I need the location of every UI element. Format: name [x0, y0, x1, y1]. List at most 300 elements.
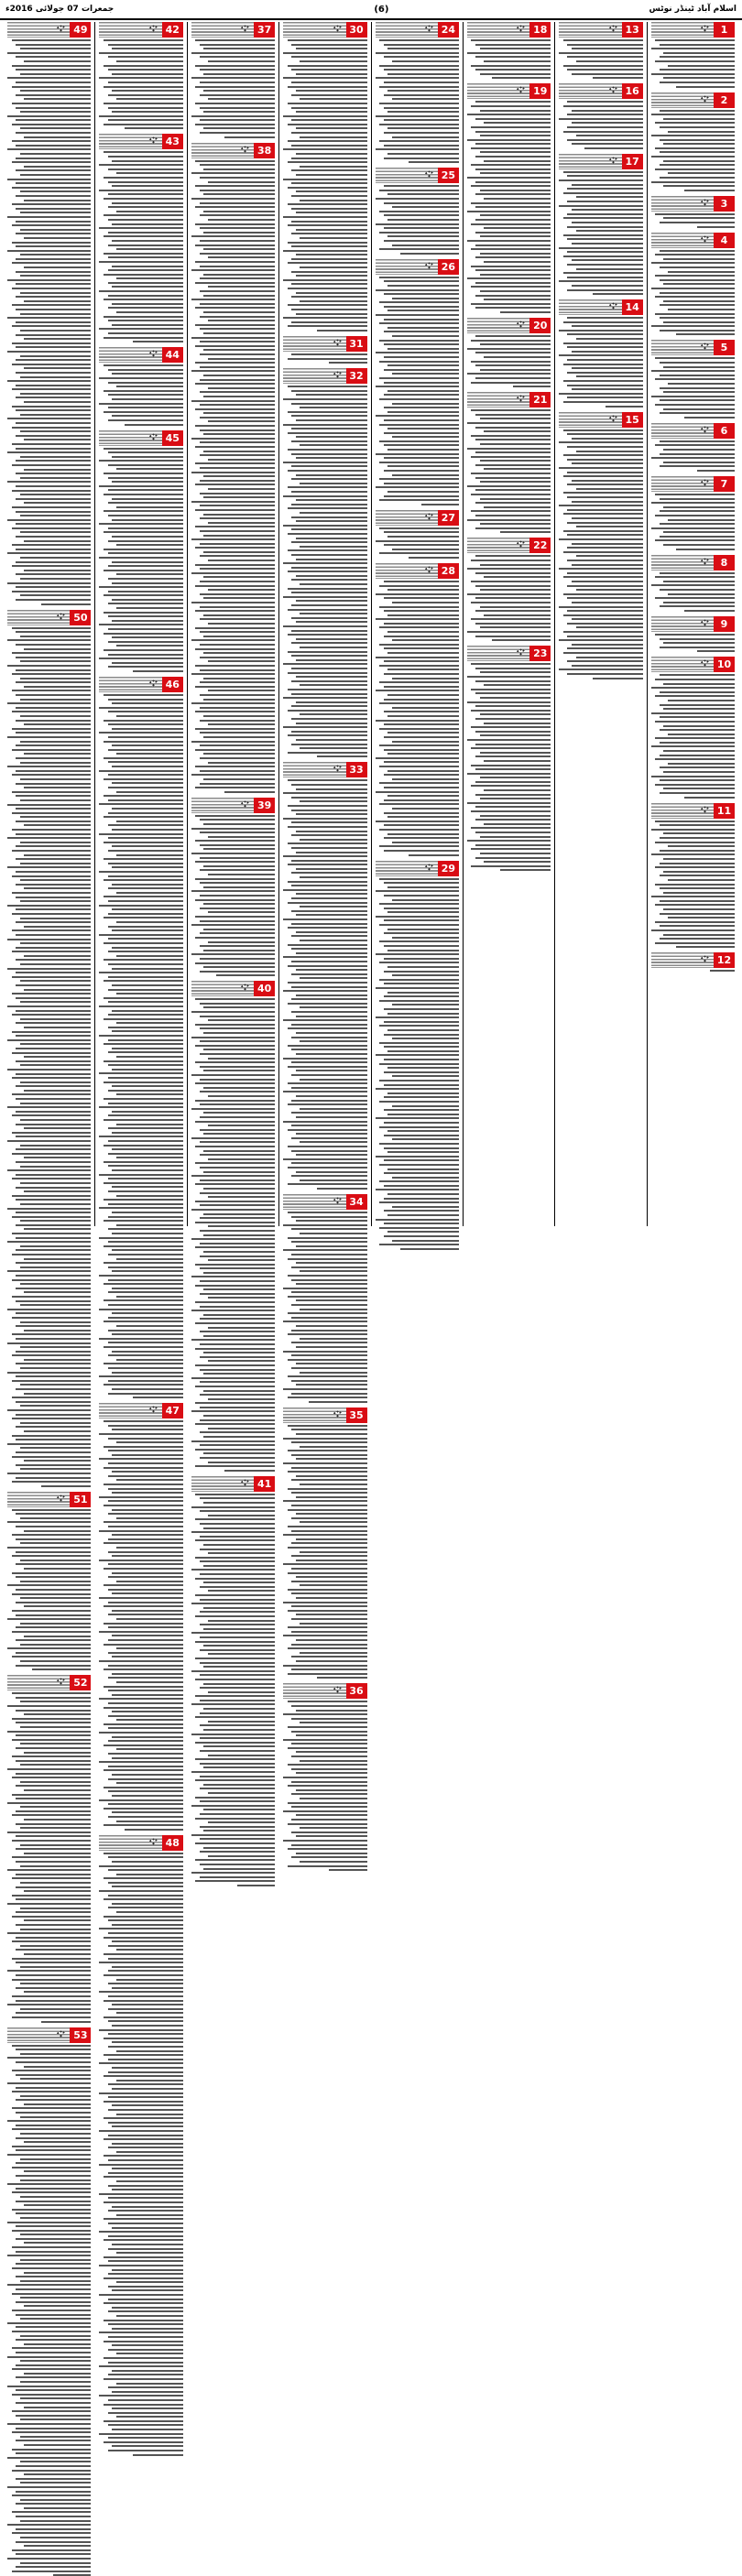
text-line — [99, 1136, 182, 1137]
text-line — [471, 810, 551, 812]
text-line — [668, 917, 735, 918]
text-line — [104, 2341, 183, 2342]
text-line — [112, 1270, 183, 1272]
text-line — [191, 235, 275, 237]
text-line — [467, 52, 551, 54]
text-line — [112, 1111, 183, 1113]
text-line — [291, 69, 366, 71]
text-line — [203, 1288, 275, 1290]
text-line — [104, 795, 183, 797]
text-line — [384, 774, 459, 776]
text-line — [376, 757, 459, 759]
text-line — [376, 77, 459, 79]
text-line — [104, 942, 183, 944]
text-line — [7, 519, 91, 521]
text-line — [125, 424, 183, 426]
text-line — [203, 1150, 275, 1152]
classified-ad-item[interactable] — [651, 423, 735, 472]
text-line — [471, 785, 551, 787]
text-line — [655, 842, 735, 843]
text-line — [291, 1304, 366, 1306]
text-line — [392, 136, 459, 138]
text-line — [16, 681, 91, 683]
classified-ad-item[interactable] — [467, 83, 551, 313]
text-line — [12, 565, 92, 567]
text-line — [379, 803, 459, 805]
text-line — [296, 1171, 367, 1173]
ad-number-badge: 5 — [714, 340, 735, 355]
classified-ad-item[interactable] — [467, 392, 551, 533]
text-line — [291, 403, 366, 405]
text-line — [563, 39, 643, 41]
text-line — [300, 1079, 366, 1081]
text-line — [379, 606, 459, 608]
text-line — [116, 1719, 183, 1721]
text-line — [200, 732, 275, 734]
text-line — [203, 1809, 275, 1810]
text-line — [200, 1167, 275, 1168]
text-line — [16, 2326, 91, 2328]
text-line — [203, 1133, 275, 1135]
text-line — [20, 2217, 92, 2219]
text-line — [16, 1439, 91, 1440]
text-line — [208, 941, 275, 943]
classified-ad-item[interactable] — [376, 168, 459, 255]
text-line — [112, 185, 183, 187]
text-line — [7, 1521, 91, 1523]
classified-ad-item[interactable] — [559, 22, 642, 79]
classified-ad-item[interactable] — [99, 1835, 182, 2456]
text-line — [471, 747, 551, 749]
classified-ad-item[interactable] — [7, 1675, 91, 2022]
text-line — [108, 156, 183, 158]
text-line — [475, 527, 551, 529]
text-line — [576, 338, 643, 340]
text-line — [668, 763, 735, 765]
ad-header — [283, 1408, 366, 1423]
text-line — [400, 1248, 459, 1250]
classified-ad-item[interactable] — [559, 299, 642, 407]
text-line — [195, 345, 275, 347]
text-line — [99, 833, 182, 835]
text-line — [104, 594, 183, 596]
text-line — [16, 2049, 91, 2050]
text-line — [112, 866, 183, 868]
classified-ad-item[interactable] — [651, 92, 735, 191]
text-line — [283, 1840, 366, 1842]
text-line — [99, 2193, 182, 2195]
classified-ad-item[interactable] — [99, 1403, 182, 1831]
text-line — [200, 132, 275, 134]
classified-ad-item[interactable] — [651, 952, 735, 972]
classified-ad-item[interactable] — [191, 798, 275, 977]
text-line — [16, 959, 91, 961]
classified-ad-item[interactable] — [283, 1683, 366, 1871]
text-line — [384, 132, 459, 134]
text-line — [191, 198, 275, 200]
text-line — [112, 2041, 183, 2043]
text-line — [99, 2265, 182, 2266]
text-line — [99, 1496, 182, 1498]
text-line — [112, 1534, 183, 1536]
classified-ad-item[interactable] — [283, 1408, 366, 1679]
text-line — [203, 1708, 275, 1710]
text-line — [195, 547, 275, 549]
classified-ad-item[interactable] — [7, 22, 91, 605]
text-line — [108, 1077, 183, 1079]
text-line — [108, 2033, 183, 2035]
text-line — [296, 1576, 367, 1578]
text-line — [12, 2146, 92, 2147]
text-line — [16, 1199, 91, 1201]
text-line — [379, 440, 459, 442]
ad-number-badge: 25 — [438, 168, 459, 183]
text-line — [467, 114, 551, 115]
classified-ad-item[interactable] — [559, 83, 642, 149]
text-line — [475, 307, 551, 309]
text-line — [288, 549, 367, 551]
text-line — [112, 1030, 183, 1032]
text-line — [291, 705, 366, 707]
text-line — [191, 400, 275, 402]
text-line — [99, 1338, 182, 1340]
text-line — [195, 686, 275, 688]
text-line — [108, 749, 183, 751]
text-line — [283, 1351, 366, 1353]
text-line — [112, 1635, 183, 1636]
classified-ad-item[interactable] — [651, 476, 735, 550]
text-line — [421, 504, 459, 505]
text-line — [16, 908, 91, 910]
classified-ad-item[interactable] — [283, 762, 366, 1190]
classified-ad-item[interactable] — [651, 22, 735, 88]
text-line — [208, 1428, 275, 1429]
text-line — [572, 665, 643, 667]
classified-ad-item[interactable] — [7, 1492, 91, 1671]
text-line — [384, 824, 459, 826]
classified-ad-item[interactable] — [99, 430, 182, 672]
text-line — [108, 926, 183, 928]
text-line — [112, 303, 183, 305]
text-line — [296, 1734, 367, 1736]
text-line — [291, 847, 366, 849]
classified-ad-item[interactable] — [191, 143, 275, 793]
text-line — [475, 744, 551, 745]
text-line — [191, 115, 275, 117]
text-line — [291, 1241, 366, 1243]
classified-ad-item[interactable] — [191, 1476, 275, 1886]
ad-number-badge: 32 — [346, 368, 367, 384]
text-line — [475, 794, 551, 796]
classified-ad-item[interactable] — [376, 861, 459, 1250]
text-line — [387, 285, 459, 287]
ad-body-text — [559, 101, 642, 149]
text-line — [291, 1354, 366, 1356]
classified-ad-item[interactable] — [191, 981, 275, 1472]
text-line — [16, 2465, 91, 2467]
text-line — [291, 797, 366, 799]
text-line — [104, 1974, 183, 1976]
text-line — [108, 824, 183, 826]
text-line — [668, 879, 735, 881]
text-line — [200, 1267, 275, 1269]
ad-title-bar — [99, 134, 161, 149]
classified-ad-item[interactable] — [651, 340, 735, 418]
text-line — [572, 367, 643, 369]
classified-ad-item[interactable] — [283, 1194, 366, 1403]
text-line — [296, 111, 367, 113]
text-line — [387, 929, 459, 930]
classified-ad-item[interactable] — [651, 803, 735, 949]
text-line — [24, 300, 91, 302]
text-line — [112, 1903, 183, 1905]
text-line — [291, 158, 366, 159]
text-line — [108, 1216, 183, 1218]
text-line — [288, 1003, 367, 1005]
text-line — [24, 1291, 91, 1293]
text-line — [651, 584, 735, 586]
text-line — [7, 2057, 91, 2059]
classified-ad-item[interactable] — [7, 2027, 91, 2576]
text-line — [7, 2154, 91, 2156]
text-line — [288, 1865, 367, 1867]
classified-ad-item[interactable] — [283, 22, 366, 332]
text-line — [104, 2256, 183, 2258]
text-line — [20, 2196, 92, 2198]
text-line — [7, 702, 91, 704]
text-line — [291, 415, 366, 417]
classified-ad-item[interactable] — [467, 646, 551, 871]
text-line — [484, 60, 551, 62]
text-line — [108, 419, 183, 421]
text-line — [291, 935, 366, 937]
text-line — [116, 1359, 183, 1361]
ad-number-badge: 9 — [714, 616, 735, 632]
text-line — [660, 691, 735, 693]
text-line — [291, 169, 366, 171]
classified-ad-item[interactable] — [651, 555, 735, 612]
text-line — [108, 1001, 183, 1003]
text-line — [104, 1060, 183, 1062]
text-line — [16, 1823, 91, 1825]
ad-body-text — [651, 572, 735, 612]
text-line — [296, 676, 367, 678]
text-line — [563, 593, 643, 595]
classified-ad-item[interactable] — [467, 22, 551, 79]
text-line — [291, 910, 366, 912]
text-line — [203, 1188, 275, 1190]
text-line — [384, 394, 459, 396]
classified-ad-item[interactable] — [376, 563, 459, 856]
text-line — [108, 2310, 183, 2312]
text-line — [104, 1568, 183, 1570]
text-line — [108, 1970, 183, 1972]
text-line — [484, 198, 551, 200]
text-line — [651, 853, 735, 855]
classified-ad-item[interactable] — [99, 22, 182, 129]
text-line — [384, 919, 459, 921]
text-line — [195, 1061, 275, 1063]
text-line — [203, 1666, 275, 1668]
text-line — [660, 250, 735, 252]
classified-ad-item[interactable] — [651, 196, 735, 228]
text-line — [291, 504, 366, 505]
classified-ad-item[interactable] — [651, 233, 735, 336]
text-line — [191, 172, 275, 174]
text-line — [291, 655, 366, 657]
text-line — [291, 1844, 366, 1846]
text-line — [12, 262, 92, 264]
text-line — [112, 1987, 183, 1989]
text-line — [108, 578, 183, 580]
text-line — [660, 863, 735, 864]
text-line — [108, 232, 183, 234]
classified-ad-item[interactable] — [7, 610, 91, 1487]
text-line — [195, 1162, 275, 1164]
text-line — [392, 474, 459, 476]
text-line — [300, 444, 366, 446]
text-line — [563, 454, 643, 456]
text-line — [16, 1325, 91, 1327]
text-line — [200, 454, 275, 456]
text-line — [200, 391, 275, 393]
text-line — [384, 369, 459, 371]
text-line — [471, 39, 551, 41]
text-line — [291, 1492, 366, 1494]
text-line — [384, 382, 459, 384]
masthead-right-text: اسلام آباد ٹینڈر نوٹس — [649, 5, 737, 14]
text-line — [16, 1262, 91, 1264]
ad-number-badge: 4 — [714, 233, 735, 248]
text-line — [108, 1513, 183, 1515]
text-line — [16, 1224, 91, 1226]
text-line — [387, 911, 459, 913]
text-line — [108, 850, 183, 852]
classified-ad-item[interactable] — [559, 412, 642, 679]
text-line — [663, 366, 735, 368]
text-line — [288, 140, 367, 142]
classified-ad-item[interactable] — [651, 616, 735, 652]
text-line — [288, 411, 367, 413]
text-line — [567, 610, 642, 612]
text-line — [291, 1393, 366, 1395]
text-line — [567, 433, 642, 435]
text-line — [200, 1549, 275, 1550]
text-line — [116, 1157, 183, 1158]
text-line — [291, 245, 366, 247]
text-line — [108, 1090, 183, 1092]
text-line — [112, 1454, 183, 1456]
text-line — [7, 317, 91, 319]
text-line — [384, 581, 459, 582]
text-line — [376, 223, 459, 225]
text-line — [20, 1321, 92, 1323]
text-line — [291, 528, 366, 530]
text-line — [16, 511, 91, 513]
text-line — [108, 1652, 183, 1654]
text-line — [12, 2045, 92, 2047]
text-line — [200, 353, 275, 355]
ad-number-badge: 53 — [70, 2027, 91, 2043]
ad-number-badge: 13 — [622, 22, 643, 38]
text-line — [108, 1665, 183, 1667]
classified-ad-item[interactable] — [99, 347, 182, 425]
text-line — [24, 787, 91, 788]
text-line — [291, 1049, 366, 1050]
text-line — [200, 1687, 275, 1689]
text-line — [288, 1450, 367, 1451]
text-line — [567, 359, 642, 361]
ad-body-text — [7, 1692, 91, 2022]
text-line — [200, 770, 275, 772]
text-line — [291, 860, 366, 862]
text-line — [572, 122, 643, 124]
text-line — [108, 1803, 183, 1805]
classified-ad-item[interactable] — [191, 22, 275, 138]
text-line — [200, 1851, 275, 1853]
text-line — [467, 593, 551, 595]
text-line — [296, 1262, 367, 1264]
classified-ad-item[interactable] — [467, 318, 551, 387]
text-line — [384, 958, 459, 960]
text-line — [300, 1040, 366, 1042]
text-line — [203, 778, 275, 780]
text-line — [475, 572, 551, 574]
text-line — [384, 673, 459, 675]
classified-ad-item[interactable] — [376, 510, 459, 559]
text-line — [475, 502, 551, 504]
text-line — [567, 547, 642, 549]
text-line — [379, 745, 459, 746]
text-line — [200, 1649, 275, 1651]
text-line — [651, 325, 735, 327]
classified-ad-item[interactable] — [376, 22, 459, 163]
text-line — [283, 1739, 366, 1741]
text-line — [291, 1631, 366, 1633]
classified-ad-item[interactable] — [283, 368, 366, 757]
text-line — [24, 753, 91, 755]
text-line — [12, 224, 92, 226]
classified-ad-item[interactable] — [467, 538, 551, 641]
text-line — [16, 485, 91, 487]
text-line — [108, 295, 183, 297]
classified-ad-item[interactable] — [99, 677, 182, 1398]
text-line — [20, 1220, 92, 1222]
classified-ad-item[interactable] — [99, 134, 182, 342]
text-line — [471, 266, 551, 267]
text-line — [480, 713, 551, 715]
text-line — [16, 2389, 91, 2391]
classified-ad-item[interactable] — [559, 154, 642, 295]
ad-body-text — [283, 1701, 366, 1871]
text-line — [99, 1275, 182, 1277]
text-line — [283, 562, 366, 564]
classified-ad-item[interactable] — [651, 657, 735, 798]
text-line — [567, 139, 642, 141]
text-line — [16, 1136, 91, 1137]
text-line — [108, 887, 183, 889]
text-line — [296, 394, 367, 396]
text-line — [387, 111, 459, 113]
classified-ad-item[interactable] — [376, 259, 459, 505]
text-line — [203, 966, 275, 968]
classified-ad-item[interactable] — [283, 336, 366, 364]
ad-title-bar — [467, 392, 529, 408]
text-line — [467, 519, 551, 521]
text-line — [20, 557, 92, 559]
text-line — [317, 1677, 367, 1679]
text-line — [12, 1656, 92, 1658]
